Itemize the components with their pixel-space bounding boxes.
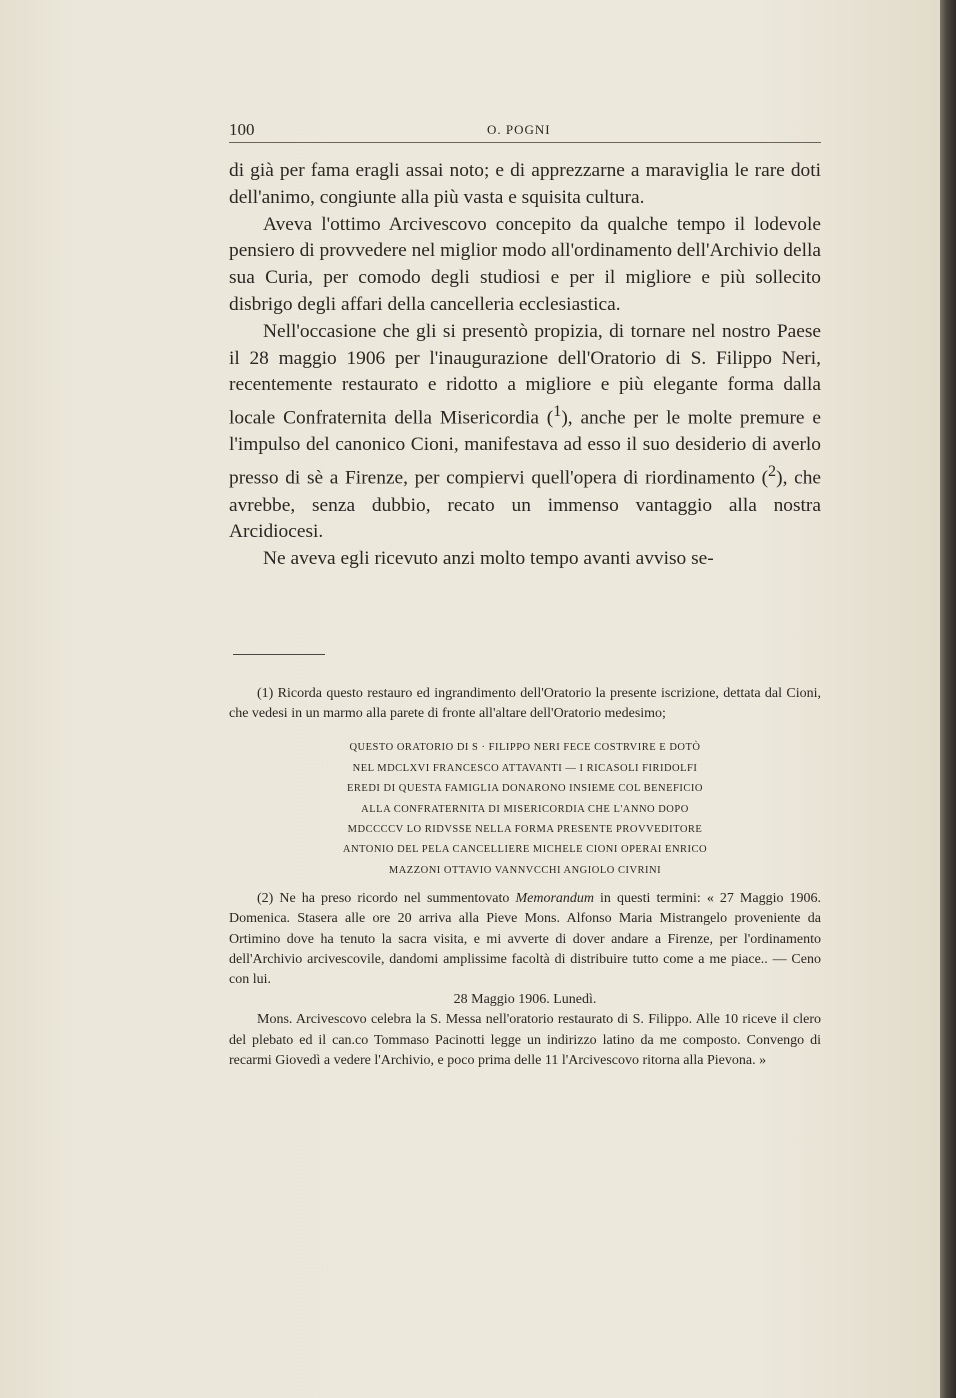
paragraph-1: di già per fama eragli assai noto; e di apprezzarne a maraviglia le rare doti dell'animo, congiunte alla più vasta e squisita cultura. — [229, 160, 821, 208]
main-text — [229, 158, 821, 573]
paragraph-3 — [229, 319, 821, 546]
inscription-text: QUESTO ORATORIO DI S · FILIPPO NERI FECE COSTRVIRE E DOTÒ NEL MDCLXVI FRANCESCO ATTAVANTI — I RICASOLI FIRIDOLFI EREDI DI QUESTA FAMIGLIA DONARONO INSIEME COL BENEFICIO ALLA CONFRATERNITA DI MISERICORDIA CHE L'ANNO DOPO MDCCCCV LO RIDVSSE NELLA FORMA PRESENTE PROVVEDITORE ANTONIO DEL PELA CANCELLIERE MICHELE CIONI OPERAI ENRICO MAZZONI OTTAVIO VANNVCCHI ANGIOLO CIVRINI — [342, 742, 708, 876]
footnote-2 — [229, 889, 821, 990]
footnote-1: (1) Ricorda questo restauro ed ingrandimento dell'Oratorio la presente iscrizione, dettata dal Cioni, che vedesi in un marmo alla parete di fronte all'altare dell'Oratorio medesimo; — [229, 686, 821, 722]
memorandum-title: Memorandum — [515, 891, 594, 907]
page-number: 100 — [229, 120, 255, 139]
paragraph-4: Ne aveva egli ricevuto anzi molto tempo avanti avviso se- — [263, 548, 714, 570]
footnote-2-date: 28 Maggio 1906. Lunedì. — [453, 992, 597, 1008]
footnote-2-continuation: Mons. Arcivescovo celebra la S. Messa nell'oratorio restaurato di S. Filippo. Alle 10 riceve il clero del plebato ed il can.co Tommaso Pacinotti legge un indirizzo latino da me composto. Convengo di recarmi Giovedì a vedere l'Archivio, e poco prima delle 11 l'Arcivescovo ritorna alla Pievona. » — [229, 1012, 821, 1068]
footnote-ref-2: 2 — [768, 463, 777, 481]
footnote-separator — [233, 654, 325, 655]
paragraph-3-part-c: ), che avrebbe, senza dubbio, recato un immenso vantaggio alla nostra Arcidiocesi. — [229, 467, 821, 543]
paragraph-2: Aveva l'ottimo Arcivescovo concepito da qualche tempo il lodevole pensiero di provvedere nel miglior modo all'ordinamento dell'Archivio della sua Curia, per comodo degli studiosi e per il migliore e più sollecito disbrigo degli affari della cancelleria ecclesiastica. — [229, 213, 821, 315]
page-header — [229, 118, 821, 143]
footnotes — [229, 684, 821, 1071]
footnote-ref-1: 1 — [553, 403, 562, 421]
paragraph-3-part-a: Nell'occasione che gli si presentò propizia, di tornare nel nostro Paese il 28 maggio 1906 per l'inaugurazione dell'Oratorio di S. Filippo Neri, recentemente restaurato e ridotto a migliore e più elegante forma dalla locale Confraternita della Misericordia ( — [229, 320, 821, 429]
paragraph-3-part-b: ), anche per le molte premure e l'impulso del canonico Cioni, manifestava ad esso il suo desiderio di averlo presso di sè a Firenze, per compiervi quell'opera di riordinamento ( — [229, 407, 821, 489]
book-spine-edge — [940, 0, 956, 1398]
footnote-2-part-a: (2) Ne ha preso ricordo nel summentovato — [257, 891, 516, 907]
running-head: O. POGNI — [487, 122, 551, 137]
footnote-2-part-b: in questi termini: « 27 Maggio 1906. Domenica. Stasera alle ore 20 arriva alla Pieve Mons. Alfonso Maria Mistrangelo proveniente da Ortimino dove ha tenuto la sacra visita, e mi avverte di dover andare a Firenze, per l'ordinamento dell'Archivio arcivescovile, dandomi amplissime facoltà di distribuire tutto come a me piace.. — Ceno con lui. — [229, 891, 821, 988]
